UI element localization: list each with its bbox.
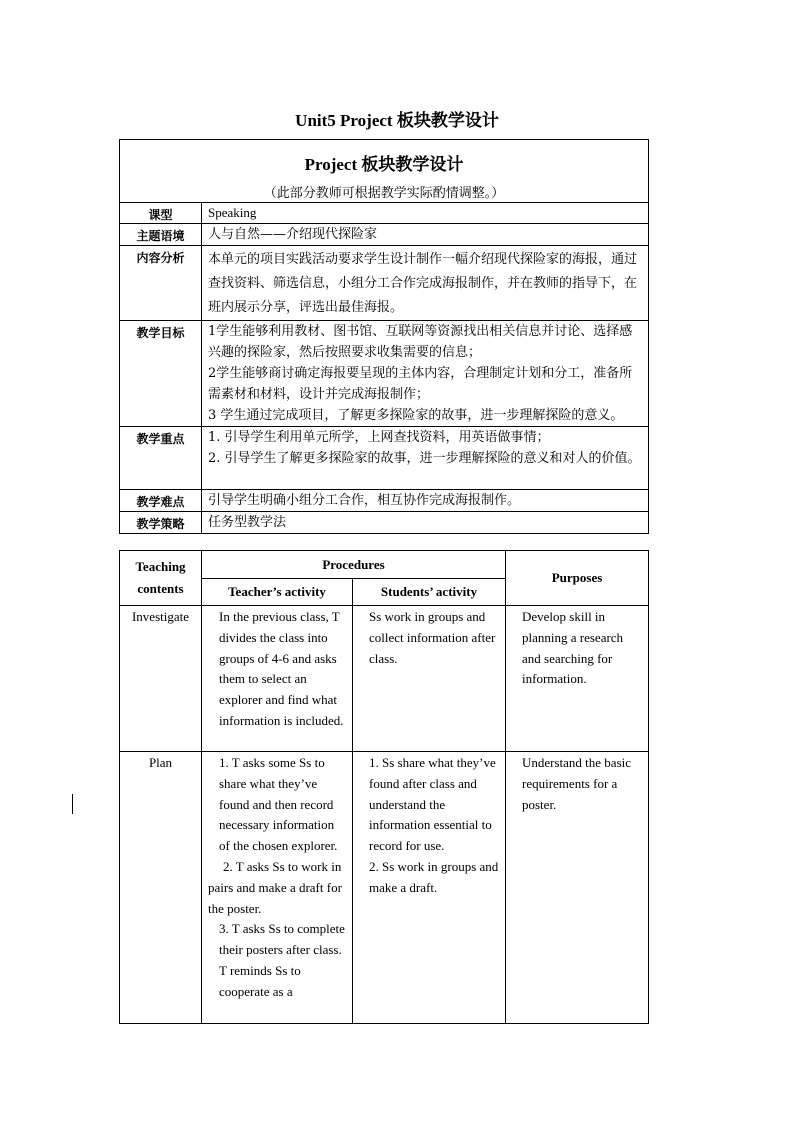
student-step: 2. Ss work in groups and make a draft. bbox=[369, 858, 499, 895]
purposes-header: Purposes bbox=[506, 551, 649, 606]
purpose-plan: Understand the basic requirements for a poster. bbox=[506, 752, 649, 1024]
teacher-step: 1. T asks some Ss to share what they’ve found and then record necessary information of the chosen explorer. bbox=[219, 755, 338, 854]
content-analysis-value: 本单元的项目实践活动要求学生设计制作一幅介绍现代探险家的海报，通过查找资料、筛选信息，小组分工合作完成海报制作，并在教师的指导下，在班内展示分享，评选出最佳海报。 bbox=[202, 246, 649, 321]
objectives-label: 教学目标 bbox=[120, 321, 202, 427]
objective-item: 3 学生通过完成项目，了解更多探险家的故事，进一步理解探险的意义。 bbox=[208, 408, 624, 423]
teacher-step: 2. T asks Ss to work in pairs and make a draft for the poster. bbox=[208, 858, 342, 916]
text-cursor bbox=[72, 794, 73, 814]
key-point-item: 2. 引导学生了解更多探险家的故事，进一步理解探险的意义和对人的价值。 bbox=[208, 451, 641, 466]
objective-item: 2学生能够商讨确定海报要呈现的主体内容，合理制定计划和分工，准备所需素材和材料，设计并完成海报制作； bbox=[208, 366, 633, 402]
strategy-value: 任务型教学法 bbox=[202, 512, 649, 534]
student-step: 1. Ss share what they’ve found after class and understand the information essential to record for use. bbox=[369, 755, 496, 854]
teaching-contents-header: Teaching contents bbox=[120, 551, 202, 606]
strategy-label: 教学策略 bbox=[120, 512, 202, 534]
lesson-type-label: 课型 bbox=[120, 203, 202, 224]
teacher-activity-header: Teacher’s activity bbox=[202, 579, 353, 606]
teacher-activity bbox=[202, 752, 353, 1024]
objective-item: 1学生能够利用教材、图书馆、互联网等资源找出相关信息并讨论、选择感兴趣的探险家，然后按照要求收集需要的信息； bbox=[208, 324, 633, 360]
teacher-step: In the previous class, T divides the class into groups of 4-6 and asks them to select an explorer and find what information is included. bbox=[219, 609, 344, 728]
key-point-item: 1. 引导学生利用单元所学，上网查找资料，用英语做事情； bbox=[208, 430, 550, 445]
theme-label: 主题语境 bbox=[120, 224, 202, 246]
teacher-step: 3. T asks Ss to complete their posters after class. T reminds Ss to cooperate as a bbox=[219, 921, 345, 999]
info-header-note: （此部分教师可根据教学实际酌情调整。） bbox=[263, 186, 505, 201]
info-header-title: Project 板块教学设计 bbox=[304, 155, 464, 174]
difficulties-label: 教学难点 bbox=[120, 490, 202, 512]
objectives-value bbox=[202, 321, 649, 427]
lesson-info-table bbox=[119, 139, 649, 534]
lesson-type-value: Speaking bbox=[202, 203, 649, 224]
key-points-label: 教学重点 bbox=[120, 427, 202, 490]
theme-value: 人与自然——介绍现代探险家 bbox=[202, 224, 649, 246]
content-analysis-label: 内容分析 bbox=[120, 246, 202, 321]
procedures-table bbox=[119, 550, 649, 1024]
students-activity bbox=[353, 606, 506, 752]
procedures-header: Procedures bbox=[202, 551, 506, 579]
key-points-value bbox=[202, 427, 649, 490]
students-activity bbox=[353, 752, 506, 1024]
info-header bbox=[120, 140, 649, 203]
purpose-investigate: Develop skill in planning a research and searching for information. bbox=[506, 606, 649, 752]
difficulties-value: 引导学生明确小组分工合作，相互协作完成海报制作。 bbox=[202, 490, 649, 512]
stage-investigate: Investigate bbox=[120, 606, 202, 752]
student-step: Ss work in groups and collect information after class. bbox=[369, 609, 496, 666]
document-title: Unit5 Project 板块教学设计 bbox=[295, 111, 499, 130]
stage-plan: Plan bbox=[120, 752, 202, 1024]
students-activity-header: Students’ activity bbox=[353, 579, 506, 606]
teacher-activity bbox=[202, 606, 353, 752]
